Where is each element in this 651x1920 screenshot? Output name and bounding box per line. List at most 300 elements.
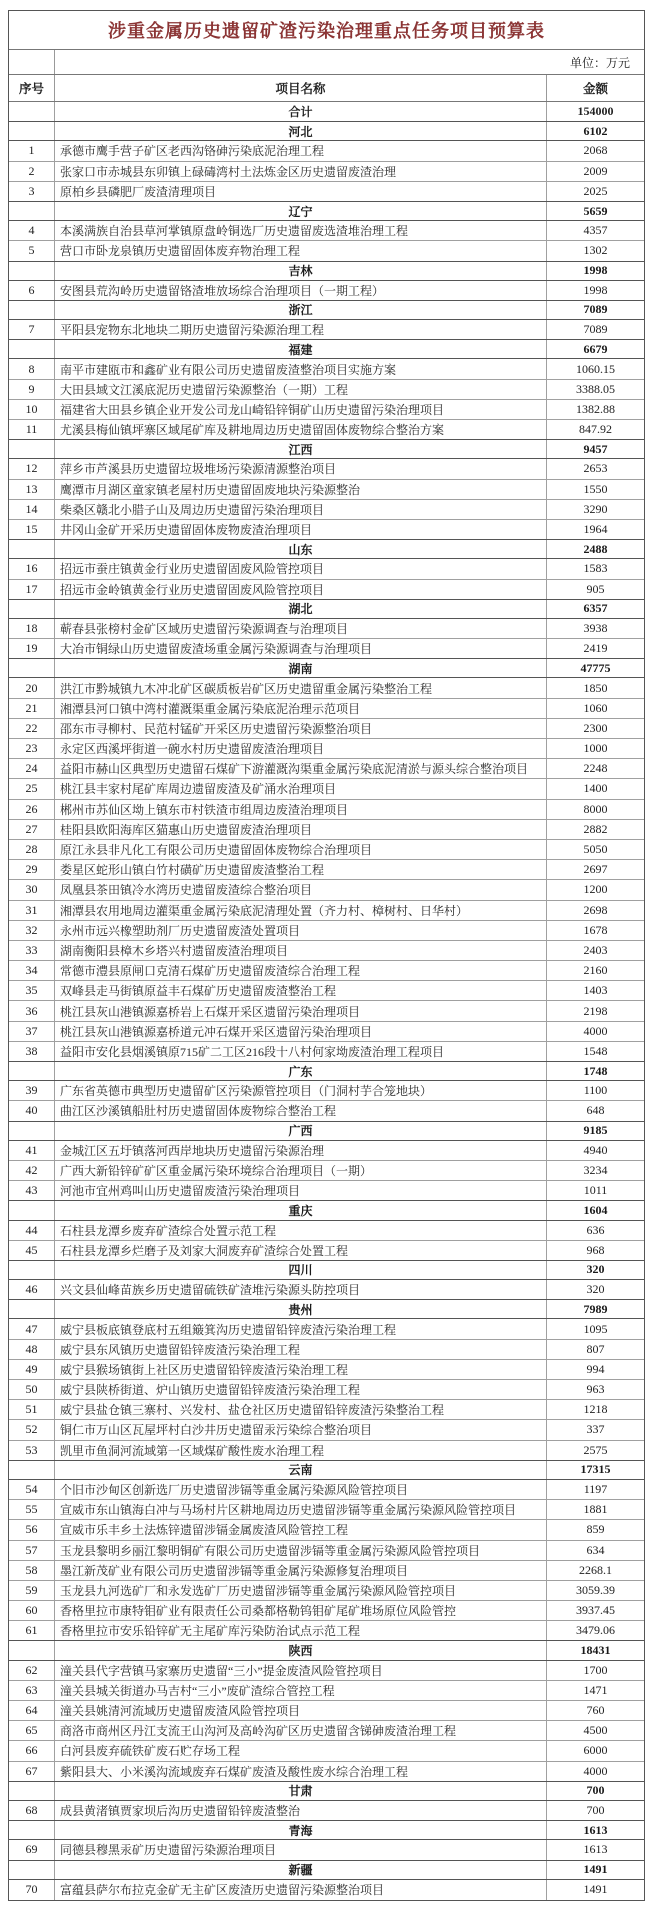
row-index <box>9 1461 55 1479</box>
project-row <box>9 500 644 520</box>
project-row <box>9 941 644 961</box>
project-row <box>9 1101 644 1121</box>
row-amount: 2248 <box>583 761 608 776</box>
row-amount: 1550 <box>583 481 608 496</box>
row-index <box>9 1782 55 1800</box>
row-index: 43 <box>9 1181 55 1200</box>
row-amount: 3938 <box>583 620 608 635</box>
project-name: 威宁县陕桥街道、炉山镇历史遗留铅锌废渣污染治理工程 <box>55 1380 547 1399</box>
project-row <box>9 678 644 698</box>
row-index: 63 <box>9 1681 55 1700</box>
province-row <box>9 1860 644 1880</box>
project-name: 宣威市东山镇海白冲与马场村片区耕地周边历史遗留涉镉等重金属污染源风险管控项目 <box>55 1500 547 1519</box>
row-index: 49 <box>9 1360 55 1379</box>
province-row <box>9 1299 644 1319</box>
row-amount: 18431 <box>580 1643 611 1658</box>
project-row <box>9 1581 644 1601</box>
row-amount: 7089 <box>583 302 608 317</box>
row-amount: 6000 <box>583 1743 608 1758</box>
project-name: 潼关县城关街道办马吉村“三小”废矿渣综合管控工程 <box>55 1681 547 1700</box>
row-index: 39 <box>9 1081 55 1100</box>
project-name: 桃江县灰山港镇源嘉桥岩上石煤开采区遗留污染治理项目 <box>55 1001 547 1020</box>
project-name: 常德市澧县原闸口克清石煤矿历史遗留废渣综合治理工程 <box>55 961 547 980</box>
project-row <box>9 1561 644 1581</box>
row-index <box>9 202 55 220</box>
row-amount: 4500 <box>583 1723 608 1738</box>
province-name: 江西 <box>55 440 547 458</box>
project-name: 益阳市安化县烟溪镇原715矿二工区216段十八村何家坳废渣治理工程项目 <box>55 1042 547 1061</box>
row-amount: 337 <box>586 1422 605 1437</box>
project-name: 威宁县盐仓镇三寨村、兴发村、盐仓社区历史遗留铅锌废渣污染整治工程 <box>55 1400 547 1419</box>
row-index <box>9 340 55 358</box>
project-row <box>9 1141 644 1161</box>
province-row <box>9 339 644 359</box>
row-amount: 4357 <box>583 223 608 238</box>
project-name: 娄星区蛇形山镇白竹村磺矿历史遗留废渣整治工程 <box>55 860 547 879</box>
project-name: 湘潭县河口镇中湾村灌溉渠重金属污染底泥治理示范项目 <box>55 699 547 718</box>
row-amount: 1964 <box>583 522 608 537</box>
project-row <box>9 981 644 1001</box>
project-name: 玉龙县九河选矿厂和永发选矿厂历史遗留涉镉等重金属污染源风险管控项目 <box>55 1581 547 1600</box>
project-name: 紫阳县大、小米溪沟流域废弃石煤矿废渣及酸性废水综合治理工程 <box>55 1762 547 1781</box>
row-amount: 3234 <box>583 1163 608 1178</box>
row-index: 4 <box>9 221 55 240</box>
project-name: 香格里拉市康特钼矿业有限责任公司桑都格勒钨钼矿尾矿堆场原位风险管控 <box>55 1601 547 1620</box>
row-amount: 2403 <box>583 942 608 957</box>
row-amount: 6102 <box>583 123 608 138</box>
project-row <box>9 1241 644 1261</box>
row-index: 68 <box>9 1801 55 1820</box>
project-row <box>9 1400 644 1420</box>
project-name: 张家口市赤城县东卯镇上碌碡湾村土法炼金区历史遗留废渣治理 <box>55 162 547 181</box>
province-name: 辽宁 <box>55 202 547 220</box>
table-body <box>9 121 644 1900</box>
row-amount: 847.92 <box>579 422 612 437</box>
project-row <box>9 580 644 600</box>
row-amount: 1881 <box>583 1502 608 1517</box>
total-row <box>9 102 644 122</box>
row-index: 9 <box>9 380 55 399</box>
row-amount: 2268.1 <box>579 1562 612 1577</box>
row-amount: 1583 <box>583 561 608 576</box>
row-index: 58 <box>9 1561 55 1580</box>
province-name: 广东 <box>55 1062 547 1080</box>
row-index: 13 <box>9 480 55 499</box>
row-index: 1 <box>9 141 55 160</box>
row-index <box>9 1300 55 1318</box>
row-amount: 648 <box>586 1103 605 1118</box>
province-row <box>9 599 644 619</box>
row-amount: 1095 <box>583 1321 608 1336</box>
project-name: 香格里拉市安乐铅锌矿无主尾矿库污染防治试点示范工程 <box>55 1621 547 1640</box>
row-index: 17 <box>9 580 55 599</box>
project-name: 个旧市沙甸区创新选厂历史遗留涉镉等重金属污染源风险管控项目 <box>55 1480 547 1499</box>
project-name: 邵东市寻柳村、民范村锰矿开采区历史遗留污染源整治项目 <box>55 719 547 738</box>
project-name: 广东省英德市典型历史遗留矿区污染源管控项目（门洞村芋合笼地块） <box>55 1081 547 1100</box>
project-row <box>9 719 644 739</box>
row-index: 25 <box>9 779 55 798</box>
project-name: 桃江县丰家村尾矿库周边遗留废渣及矿涌水治理项目 <box>55 779 547 798</box>
project-row <box>9 400 644 420</box>
province-name: 新疆 <box>55 1861 547 1879</box>
row-amount: 1613 <box>583 1842 608 1857</box>
province-row <box>9 1260 644 1280</box>
row-amount: 1604 <box>583 1202 608 1217</box>
project-row <box>9 1721 644 1741</box>
row-amount: 17315 <box>580 1462 611 1477</box>
row-index <box>9 301 55 319</box>
project-name: 曲江区沙溪镇船肚村历史遗留固体废物综合整治工程 <box>55 1101 547 1120</box>
row-index: 11 <box>9 420 55 439</box>
row-index: 31 <box>9 901 55 920</box>
row-amount: 1060.15 <box>576 361 615 376</box>
row-amount: 47775 <box>580 660 611 675</box>
project-row <box>9 921 644 941</box>
row-amount: 320 <box>586 1282 605 1297</box>
project-row <box>9 480 644 500</box>
project-row <box>9 1741 644 1761</box>
province-name: 陕西 <box>55 1641 547 1659</box>
row-amount: 2068 <box>583 143 608 158</box>
project-row <box>9 1420 644 1440</box>
column-header-name: 项目名称 <box>55 75 547 101</box>
row-amount: 1491 <box>583 1862 608 1877</box>
row-amount: 1748 <box>583 1063 608 1078</box>
row-index <box>9 1861 55 1879</box>
row-amount: 1998 <box>583 282 608 297</box>
row-amount: 1998 <box>583 263 608 278</box>
row-amount: 760 <box>586 1703 605 1718</box>
project-name: 潼关县姚清河流域历史遗留废渣风险管控项目 <box>55 1701 547 1720</box>
total-row-index <box>9 102 55 121</box>
project-row <box>9 459 644 479</box>
project-name: 成县黄渚镇贾家坝后沟历史遗留铅锌废渣整治 <box>55 1801 547 1820</box>
project-name: 桃江县灰山港镇源嘉桥道元冲石煤开采区遗留污染治理项目 <box>55 1022 547 1041</box>
row-amount: 6679 <box>583 341 608 356</box>
province-row <box>9 658 644 678</box>
row-index: 57 <box>9 1541 55 1560</box>
province-row <box>9 1460 644 1480</box>
row-amount: 2575 <box>583 1442 608 1457</box>
row-index: 42 <box>9 1161 55 1180</box>
row-amount: 5659 <box>583 203 608 218</box>
project-row <box>9 1319 644 1339</box>
row-amount: 8000 <box>583 801 608 816</box>
project-row <box>9 1280 644 1300</box>
project-name: 柴桑区赣北小腊子山及周边历史遗留污染治理项目 <box>55 500 547 519</box>
unit-row <box>9 50 644 75</box>
project-row <box>9 1340 644 1360</box>
unit-row-spacer <box>9 50 55 74</box>
row-index: 20 <box>9 678 55 697</box>
row-index: 50 <box>9 1380 55 1399</box>
project-row <box>9 739 644 759</box>
row-amount: 963 <box>586 1382 605 1397</box>
project-row <box>9 241 644 261</box>
row-amount: 9185 <box>583 1123 608 1138</box>
row-index <box>9 262 55 280</box>
project-row <box>9 840 644 860</box>
row-index: 28 <box>9 840 55 859</box>
project-name: 大冶市铜绿山历史遗留废渣场重金属污染源调查与治理项目 <box>55 639 547 658</box>
row-index <box>9 1641 55 1659</box>
row-amount: 1491 <box>583 1882 608 1897</box>
project-name: 湘潭县农用地周边灌渠重金属污染底泥清理处置（齐力村、樟树村、日华村） <box>55 901 547 920</box>
row-index: 7 <box>9 320 55 339</box>
row-index: 62 <box>9 1661 55 1680</box>
project-name: 湖南衡阳县樟木乡塔兴村遗留废渣治理项目 <box>55 941 547 960</box>
project-row <box>9 1380 644 1400</box>
project-name: 井冈山金矿开采历史遗留固体废物废渣治理项目 <box>55 520 547 539</box>
row-amount: 1850 <box>583 680 608 695</box>
row-amount: 1471 <box>583 1682 608 1697</box>
row-amount: 2198 <box>583 1003 608 1018</box>
row-amount: 700 <box>586 1783 605 1798</box>
row-amount: 700 <box>586 1803 605 1818</box>
project-name: 金城江区五圩镇落河西岸地块历史遗留污染源治理 <box>55 1141 547 1160</box>
row-amount: 4000 <box>583 1763 608 1778</box>
project-name: 洪江市黔城镇九木冲北矿区碳质板岩矿区历史遗留重金属污染整治工程 <box>55 678 547 697</box>
row-amount: 1060 <box>583 700 608 715</box>
total-label: 合计 <box>55 102 547 121</box>
row-index: 46 <box>9 1280 55 1299</box>
row-index <box>9 1201 55 1219</box>
row-index: 12 <box>9 459 55 478</box>
row-amount: 1613 <box>583 1822 608 1837</box>
province-name: 吉林 <box>55 262 547 280</box>
row-amount: 3290 <box>583 501 608 516</box>
province-row <box>9 539 644 559</box>
row-index: 33 <box>9 941 55 960</box>
project-name: 凯里市鱼洞河流域第一区域煤矿酸性废水治理工程 <box>55 1441 547 1460</box>
row-amount: 2160 <box>583 963 608 978</box>
project-row <box>9 320 644 340</box>
row-index: 8 <box>9 359 55 378</box>
row-index <box>9 440 55 458</box>
project-name: 商洛市商州区丹江支流王山沟河及高岭沟矿区历史遗留含锑砷废渣治理工程 <box>55 1721 547 1740</box>
project-name: 广西大新铅锌矿矿区重金属污染环境综合治理项目（一期） <box>55 1161 547 1180</box>
row-amount: 2697 <box>583 862 608 877</box>
row-index: 21 <box>9 699 55 718</box>
row-index: 35 <box>9 981 55 1000</box>
row-index: 64 <box>9 1701 55 1720</box>
row-index: 3 <box>9 182 55 201</box>
row-index <box>9 1122 55 1140</box>
project-row <box>9 1042 644 1062</box>
row-index: 16 <box>9 559 55 578</box>
total-amount: 154000 <box>577 104 614 119</box>
row-amount: 968 <box>586 1242 605 1257</box>
table-header-row <box>9 75 644 102</box>
row-index <box>9 600 55 618</box>
row-amount: 634 <box>586 1542 605 1557</box>
project-row <box>9 1701 644 1721</box>
project-row <box>9 860 644 880</box>
row-amount: 2488 <box>583 541 608 556</box>
row-amount: 5050 <box>583 842 608 857</box>
province-name: 贵州 <box>55 1300 547 1318</box>
row-amount: 905 <box>586 581 605 596</box>
project-row <box>9 380 644 400</box>
row-amount: 636 <box>586 1222 605 1237</box>
row-amount: 3059.39 <box>576 1582 615 1597</box>
project-name: 凤凰县茶田镇冷水湾历史遗留废渣综合整治项目 <box>55 880 547 899</box>
row-index: 34 <box>9 961 55 980</box>
row-index: 48 <box>9 1340 55 1359</box>
page-title: 涉重金属历史遗留矿渣污染治理重点任务项目预算表 <box>108 21 545 41</box>
project-name: 鹰潭市月湖区童家镇老屋村历史遗留固废地块污染源整治 <box>55 480 547 499</box>
province-row <box>9 1640 644 1660</box>
project-name: 蕲春县张榜村金矿区域历史遗留污染源调查与治理项目 <box>55 619 547 638</box>
province-name: 云南 <box>55 1461 547 1479</box>
project-row <box>9 639 644 659</box>
row-index: 60 <box>9 1601 55 1620</box>
project-name: 永定区西溪坪街道一碗水村历史遗留废渣治理项目 <box>55 739 547 758</box>
project-name: 威宁县板底镇登底村五组簸箕沟历史遗留铅锌废渣污染治理工程 <box>55 1319 547 1338</box>
project-row <box>9 1681 644 1701</box>
row-amount: 320 <box>586 1262 605 1277</box>
row-amount: 1011 <box>583 1183 608 1198</box>
row-amount: 9457 <box>583 441 608 456</box>
project-name: 桂阳县欧阳海库区猫惠山历史遗留废渣治理项目 <box>55 820 547 839</box>
province-row <box>9 300 644 320</box>
row-index: 44 <box>9 1221 55 1240</box>
row-index <box>9 1821 55 1839</box>
province-name: 湖南 <box>55 659 547 677</box>
project-row <box>9 1360 644 1380</box>
project-name: 墨江新茂矿业有限公司历史遗留涉镉等重金属污染源修复治理项目 <box>55 1561 547 1580</box>
row-index: 56 <box>9 1520 55 1539</box>
project-row <box>9 961 644 981</box>
unit-label: 单位：万元 <box>569 55 630 70</box>
row-index: 15 <box>9 520 55 539</box>
project-row <box>9 1520 644 1540</box>
project-name: 铜仁市万山区瓦屋坪村白沙井历史遗留汞污染综合整治项目 <box>55 1420 547 1439</box>
project-name: 威宁县东风镇历史遗留铅锌废渣污染治理工程 <box>55 1340 547 1359</box>
project-row <box>9 559 644 579</box>
province-row <box>9 121 644 141</box>
row-index: 40 <box>9 1101 55 1120</box>
row-amount: 1302 <box>583 243 608 258</box>
project-name: 承德市鹰手营子矿区老西沟铬砷污染底泥治理工程 <box>55 141 547 160</box>
row-index: 37 <box>9 1022 55 1041</box>
row-amount: 1382.88 <box>576 401 615 416</box>
project-name: 宣威市乐丰乡土法炼锌遗留涉镉金属废渣风险管控工程 <box>55 1520 547 1539</box>
row-index: 52 <box>9 1420 55 1439</box>
row-amount: 3479.06 <box>576 1623 615 1638</box>
province-name: 重庆 <box>55 1201 547 1219</box>
row-index <box>9 540 55 558</box>
province-name: 青海 <box>55 1821 547 1839</box>
project-name: 萍乡市芦溪县历史遗留垃圾堆场污染源清源整治项目 <box>55 459 547 478</box>
project-name: 玉龙县黎明乡丽江黎明铜矿有限公司历史遗留涉镉等重金属污染源风险管控项目 <box>55 1541 547 1560</box>
project-row <box>9 1762 644 1782</box>
row-index: 19 <box>9 639 55 658</box>
province-name: 福建 <box>55 340 547 358</box>
row-amount: 7989 <box>583 1301 608 1316</box>
project-row <box>9 800 644 820</box>
row-index: 30 <box>9 880 55 899</box>
project-name: 安图县荒沟岭历史遗留铬渣堆放场综合治理项目（一期工程） <box>55 281 547 300</box>
project-name: 双峰县走马街镇原益丰石煤矿历史遗留废渣整治工程 <box>55 981 547 1000</box>
row-amount: 1218 <box>583 1402 608 1417</box>
project-row <box>9 182 644 202</box>
province-row <box>9 1781 644 1801</box>
row-index: 23 <box>9 739 55 758</box>
row-index <box>9 1261 55 1279</box>
row-index: 10 <box>9 400 55 419</box>
project-row <box>9 1601 644 1621</box>
project-name: 富蕴县萨尔布拉克金矿无主矿区废渣历史遗留污染源整治项目 <box>55 1880 547 1900</box>
project-row <box>9 1661 644 1681</box>
row-index <box>9 659 55 677</box>
row-amount: 1000 <box>583 741 608 756</box>
row-index: 27 <box>9 820 55 839</box>
row-index <box>9 122 55 140</box>
project-row <box>9 1221 644 1241</box>
project-name: 营口市卧龙泉镇历史遗留固体废弃物治理工程 <box>55 241 547 260</box>
project-name: 福建省大田县乡镇企业开发公司龙山崎铅锌铜矿山历史遗留污染治理项目 <box>55 400 547 419</box>
project-row <box>9 1880 644 1900</box>
project-row <box>9 221 644 241</box>
project-row <box>9 1801 644 1821</box>
row-index: 5 <box>9 241 55 260</box>
row-index: 22 <box>9 719 55 738</box>
project-row <box>9 1840 644 1860</box>
row-index: 70 <box>9 1880 55 1900</box>
project-name: 兴文县仙峰苗族乡历史遗留硫铁矿渣堆污染源头防控项目 <box>55 1280 547 1299</box>
project-name: 河池市宜州鸡叫山历史遗留废渣污染治理项目 <box>55 1181 547 1200</box>
row-amount: 7089 <box>583 322 608 337</box>
row-index: 53 <box>9 1441 55 1460</box>
province-row <box>9 439 644 459</box>
row-amount: 2882 <box>583 821 608 836</box>
project-row <box>9 1161 644 1181</box>
project-row <box>9 1001 644 1021</box>
column-header-amount: 金额 <box>582 82 608 96</box>
project-row <box>9 141 644 161</box>
project-row <box>9 1500 644 1520</box>
row-amount: 4000 <box>583 1023 608 1038</box>
project-name: 郴州市苏仙区坳上镇东市村铁渣市组周边废渣治理项目 <box>55 800 547 819</box>
row-index: 26 <box>9 800 55 819</box>
project-row <box>9 901 644 921</box>
row-index: 32 <box>9 921 55 940</box>
budget-table <box>8 10 645 1901</box>
province-name: 河北 <box>55 122 547 140</box>
row-index: 6 <box>9 281 55 300</box>
row-index: 54 <box>9 1480 55 1499</box>
project-row <box>9 1081 644 1101</box>
project-name: 永州市远兴橡塑助剂厂历史遗留废渣处置项目 <box>55 921 547 940</box>
table-title <box>9 11 644 50</box>
project-name: 石柱县龙潭乡废弃矿渣综合处置示范工程 <box>55 1221 547 1240</box>
row-amount: 859 <box>586 1522 605 1537</box>
project-row <box>9 162 644 182</box>
row-index: 47 <box>9 1319 55 1338</box>
project-row <box>9 619 644 639</box>
row-index: 51 <box>9 1400 55 1419</box>
row-index: 18 <box>9 619 55 638</box>
project-name: 招远市金岭镇黄金行业历史遗留固废风险管控项目 <box>55 580 547 599</box>
row-amount: 1197 <box>583 1482 608 1497</box>
province-row <box>9 1200 644 1220</box>
row-index: 36 <box>9 1001 55 1020</box>
row-amount: 994 <box>586 1361 605 1376</box>
row-index: 61 <box>9 1621 55 1640</box>
project-row <box>9 520 644 540</box>
row-index: 29 <box>9 860 55 879</box>
